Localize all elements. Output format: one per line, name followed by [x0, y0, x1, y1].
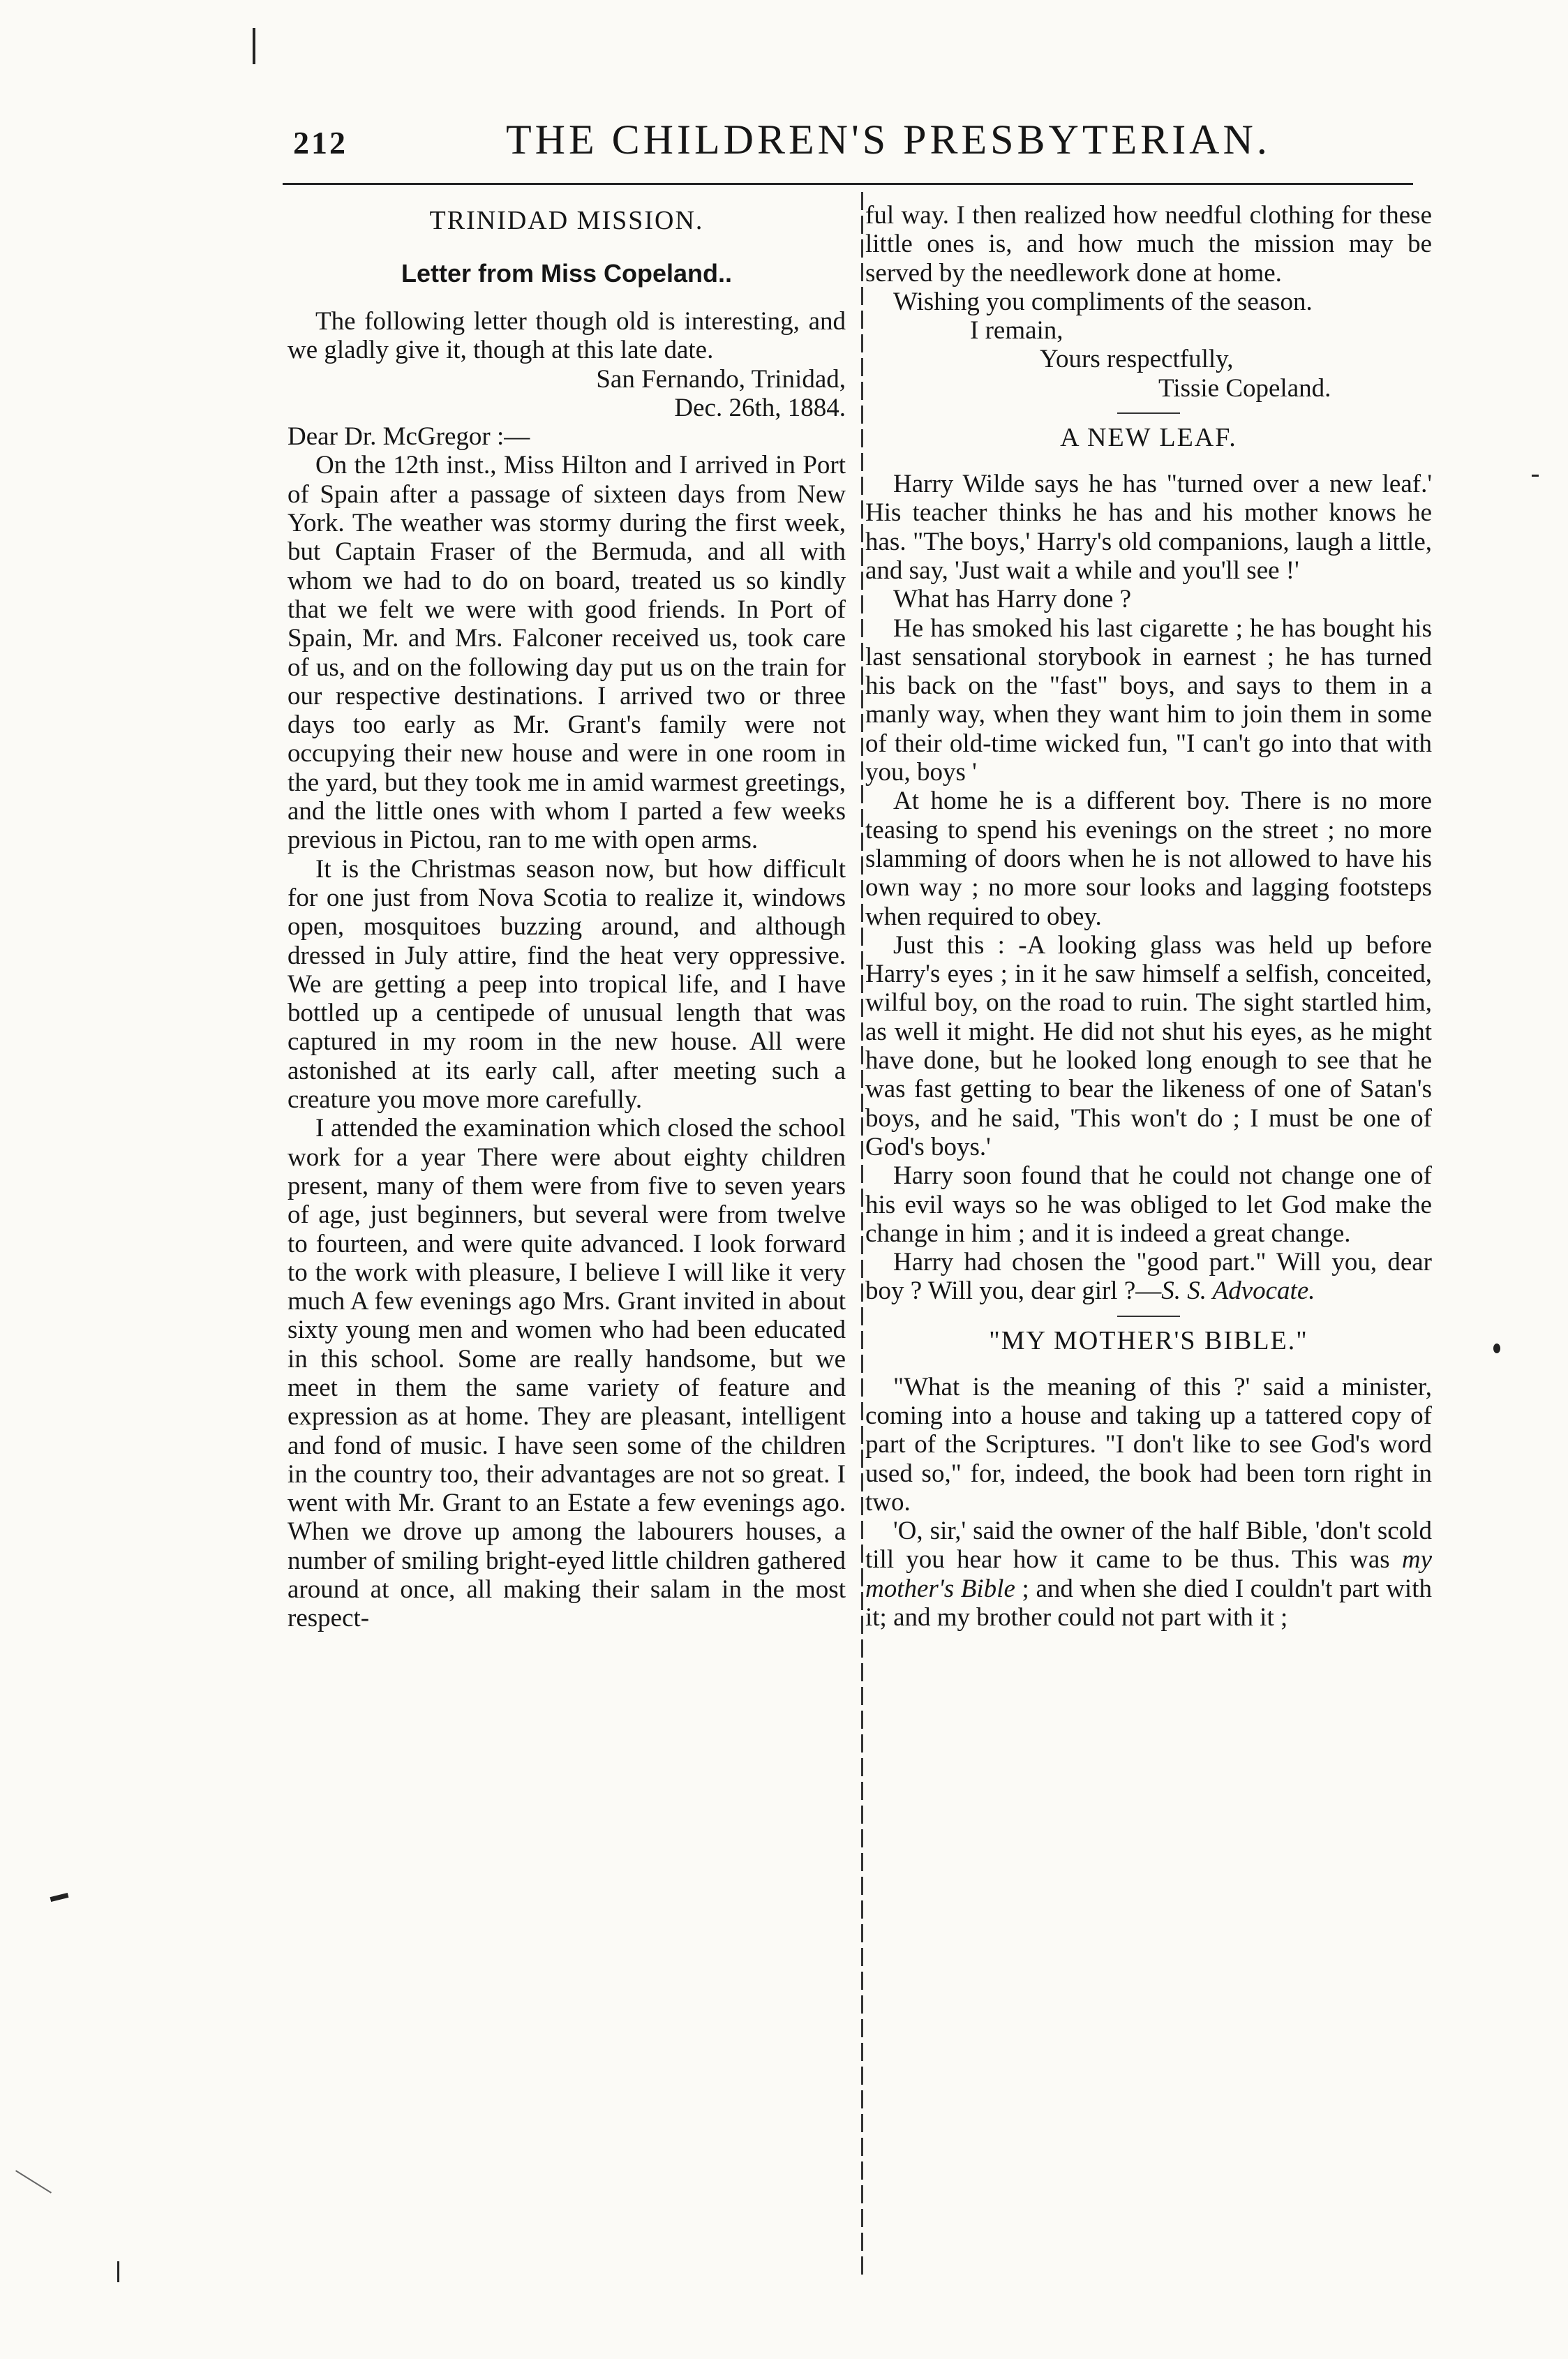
page-number: 212 — [293, 125, 348, 161]
closing-respectfully: Yours respectfully, — [1040, 345, 1234, 374]
running-header — [293, 110, 1479, 166]
new-leaf-paragraph-3: He has smoked his last cigarette ; he has bought his last sensational storybook in earnest ; he has turned his back on the "fast" boys, and says to them in a manly way, when they want him to join them in some of their old-time wicked fun, "I can't go into that with you, boys ' — [865, 613, 1432, 787]
right-column — [865, 201, 1432, 1632]
article-title-new-leaf: A NEW LEAF. — [1060, 423, 1237, 453]
article-title-mothers-bible: "MY MOTHER'S BIBLE." — [989, 1325, 1308, 1355]
new-leaf-closing-text: Harry had chosen the "good part." Will you, dear boy ? Will you, dear girl ?— — [865, 1248, 1432, 1306]
salutation: Dear Dr. McGregor :— — [288, 422, 530, 452]
bible-emphasis: my mother's Bible — [865, 1545, 1432, 1603]
left-column — [288, 201, 846, 1633]
dateline-date: Dec. 26th, 1884. — [674, 393, 846, 422]
article-separator — [1117, 1316, 1180, 1317]
new-leaf-paragraph-5: Just this : -A looking glass was held up before Harry's eyes ; in it he saw himself a selfish, conceited, wilful boy, on the road to ruin. The sight startled him, as well it might. He did not shut his eyes, as he might have done, but he looked long enough to see that he was fast getting to bear the likeness of one of Satan's boys, and he said, 'This won't do ; I must be one of God's boys.' — [865, 930, 1432, 1161]
letter-paragraph-1: On the 12th inst., Miss Hilton and I arrived in Port of Spain after a passage of sixteen days from New York. The weather was stormy during the first week, but Captain Fraser of the Bermuda, and all with whom we had to do on board, treated us so kindly that we felt we were with good friends. In Port of Spain, Mr. and Mrs. Falconer received us, took care of us, and on the following day put us on the train for our respective destinations. I arrived two or three days too early as Mr. Grant's family were not occupying their new house and were in one room in the yard, but they took me in amid warmest greetings, and the little ones with whom I parted a few weeks previous in Pictou, ran to me with open arms. — [288, 451, 846, 855]
new-leaf-paragraph-6: Harry soon found that he could not change one of his evil ways so he was obliged to let God make the change in him ; and it is indeed a great change. — [865, 1161, 1432, 1248]
publication-title: THE CHILDREN'S PRESBYTERIAN. — [506, 117, 1271, 163]
wishing-line: Wishing you compliments of the season. — [893, 287, 1313, 316]
new-leaf-paragraph-2: What has Harry done ? — [893, 585, 1132, 614]
article-separator — [1117, 412, 1180, 414]
dateline-place: San Fernando, Trinidad, — [596, 364, 846, 394]
letter-paragraph-3: I attended the examination which closed the school work for a year There were about eighty children present, many of them were from five to seven years of age, just beginners, but several were from twelve to fourteen, and were quite advanced. I look forward to the work with pleasure, I believe I will like it very much A few evenings ago Mrs. Grant invited in about sixty young men and women who had been educated in this school. Some are really handsome, but we meet in them the same variety of feature and expression as at home. They are pleasant, intelligent and fond of music. I have seen some of the children in the country too, their advantages are not so great. I went with Mr. Grant to an Estate a few evenings ago. When we drove up among the labourers houses, a number of smiling bright-eyed little children gathered around at once, all making their salam in the most respect- — [288, 1114, 846, 1633]
intro-paragraph: The following letter though old is interesting, and we gladly give it, though at this late date. — [288, 307, 846, 365]
scan-mark — [1493, 1344, 1500, 1353]
letter-closing — [865, 316, 1432, 403]
letter-paragraph-2: It is the Christmas season now, but how difficult for one just from Nova Scotia to realize it, windows open, mosquitoes buzzing around, and although dressed in July attire, find the heat very oppressive. We are getting a peep into tropical life, and I have bottled up a centipede of unusual length that was captured in my room in the new house. All were astonished at its early call, after meeting such a creature you move more carefully. — [288, 854, 846, 1115]
new-leaf-paragraph-7 — [865, 1248, 1432, 1306]
scan-mark — [15, 2170, 52, 2193]
scan-mark — [1532, 475, 1539, 477]
source-credit: S. S. Advocate. — [1161, 1277, 1315, 1306]
section-title: TRINIDAD MISSION. — [429, 206, 704, 235]
closing-remain: I remain, — [970, 316, 1063, 345]
new-leaf-paragraph-1: Harry Wilde says he has "turned over a new leaf.' His teacher thinks he has and his mother knows he has. "The boys,' Harry's old companions, laugh a little, and say, 'Just wait a while and you'll see !' — [865, 470, 1432, 585]
bible-text-a: 'O, sir,' said the owner of the half Bible, 'don't scold till you hear how it came to be thus. This was — [865, 1517, 1432, 1575]
scan-mark — [253, 28, 255, 64]
bible-paragraph-1: "What is the meaning of this ?' said a minister, coming into a house and taking up a tattered copy of part of the Scriptures. "I don't like to see God's word used so," for, indeed, the book had been torn right in two. — [865, 1372, 1432, 1517]
scan-mark — [117, 2261, 119, 2282]
column-divider — [861, 192, 863, 2279]
bible-text-b: ; and when she died I couldn't part with it; and my brother could not part with it ; — [865, 1574, 1432, 1632]
header-rule — [283, 183, 1413, 185]
dateline — [288, 365, 846, 423]
bible-paragraph-2 — [865, 1517, 1432, 1632]
letter-title: Letter from Miss Copeland.. — [401, 259, 733, 288]
signature: Tissie Copeland. — [1158, 373, 1331, 403]
new-leaf-paragraph-4: At home he is a different boy. There is no more teasing to spend his evenings on the street ; no more slamming of doors when he is not allowed to have his own way ; no more sour looks and lagging footsteps when required to obey. — [865, 787, 1432, 931]
letter-continuation: ful way. I then realized how needful clothing for these little ones is, and how much the mission may be served by the needlework done at home. — [865, 201, 1432, 288]
scan-mark — [50, 1893, 69, 1902]
